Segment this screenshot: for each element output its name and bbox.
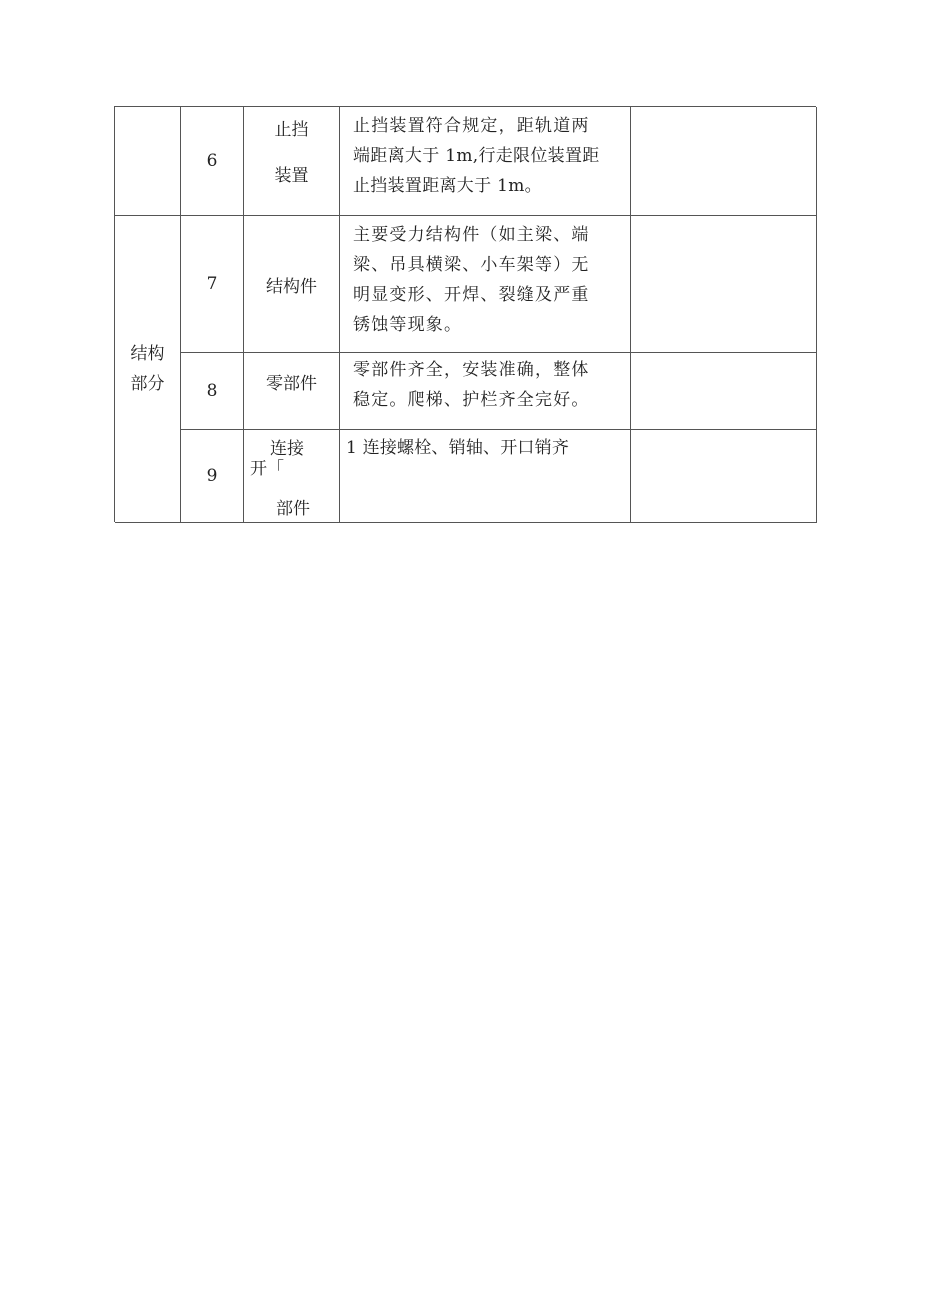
requirement-line: 端距离大于 1m,行走限位装置距 bbox=[353, 146, 600, 166]
requirement-cell bbox=[340, 107, 631, 216]
requirement-line: 1 连接螺栓、销轴、开口销齐 bbox=[346, 438, 570, 458]
row-number: 8 bbox=[181, 353, 244, 430]
result-cell bbox=[631, 107, 817, 216]
item-name-line: 连接 bbox=[270, 439, 304, 459]
requirement-line: 梁、吊具横梁、小车架等）无 bbox=[353, 255, 590, 275]
item-name-cell bbox=[244, 107, 340, 216]
item-name-cell bbox=[244, 216, 340, 353]
requirement-line: 主要受力结构件（如主梁、端 bbox=[353, 225, 590, 245]
requirement-line: 零部件齐全，安装准确，整体 bbox=[353, 360, 590, 380]
requirement-line: 锈蚀等现象。 bbox=[353, 315, 463, 335]
requirement-line: 稳定。爬梯、护栏齐全完好。 bbox=[353, 390, 590, 410]
result-cell bbox=[631, 216, 817, 353]
result-cell bbox=[631, 353, 817, 430]
requirement-line: 止挡装置符合规定，距轨道两 bbox=[353, 116, 590, 136]
requirement-line: 明显变形、开焊、裂缝及严重 bbox=[353, 285, 590, 305]
requirement-cell bbox=[340, 430, 631, 523]
row-number: 9 bbox=[181, 430, 244, 523]
requirement-line: 止挡装置距离大于 1m。 bbox=[353, 176, 542, 196]
section-label-line: 结构 bbox=[130, 344, 165, 364]
item-name-line: 止挡 bbox=[274, 120, 309, 140]
row-number: 7 bbox=[181, 216, 244, 353]
item-name-line: 结构件 bbox=[266, 276, 317, 297]
result-cell bbox=[631, 430, 817, 523]
section-cell-empty bbox=[115, 107, 181, 216]
row-number: 6 bbox=[181, 107, 244, 216]
requirement-cell bbox=[340, 216, 631, 353]
item-name-line: 开「 bbox=[250, 459, 284, 479]
section-label-line: 部分 bbox=[130, 374, 165, 394]
item-name-line: 零部件 bbox=[266, 374, 317, 394]
requirement-cell bbox=[340, 353, 631, 430]
item-name-line: 部件 bbox=[276, 499, 310, 519]
item-name-cell bbox=[244, 353, 340, 430]
item-name-line: 装置 bbox=[274, 166, 309, 186]
section-label-cell bbox=[115, 216, 181, 523]
inspection-table bbox=[114, 106, 816, 522]
item-name-cell bbox=[244, 430, 340, 523]
